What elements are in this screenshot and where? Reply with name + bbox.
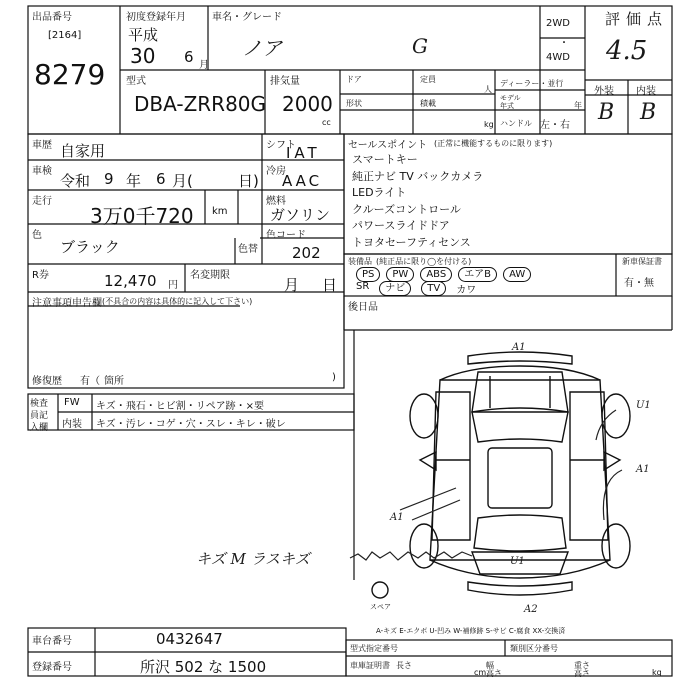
repair-label: 修復歴 bbox=[32, 376, 62, 387]
type-designation-label: 型式指定番号 bbox=[350, 644, 398, 653]
displacement-value: 2000 bbox=[282, 92, 333, 116]
plate-label: 登録番号 bbox=[32, 662, 72, 673]
equipment-note: (純正品に限り◯を付ける) bbox=[376, 257, 472, 266]
cert-day: 日 bbox=[322, 276, 338, 294]
cm-unit: cm bbox=[474, 668, 487, 677]
inspection-label: 車検 bbox=[32, 166, 52, 177]
registration-era: 平成 bbox=[128, 26, 159, 44]
registration-label: 初度登録年月 bbox=[126, 12, 186, 23]
sales-item: クルーズコントロール bbox=[352, 202, 461, 216]
width-label: 幅 bbox=[486, 661, 494, 670]
equip-aw: AW bbox=[503, 267, 531, 282]
chassis-label: 車台番号 bbox=[32, 636, 72, 647]
mileage-label: 走行 bbox=[32, 196, 52, 207]
equipment-row2 bbox=[356, 281, 612, 296]
sales-item: トヨタセーフティセンス bbox=[352, 235, 471, 249]
inspection-era: 令和 bbox=[60, 172, 91, 190]
garage-cert-label: 車庫証明書 bbox=[350, 661, 390, 670]
interior-text: キズ・汚レ・コゲ・穴・スレ・キレ・破レ bbox=[96, 419, 286, 430]
handle-value: 左・右 bbox=[540, 120, 570, 131]
equip-leather: カワ bbox=[456, 285, 477, 296]
car-label: 車名・グレード bbox=[212, 12, 282, 23]
displacement-unit: cc bbox=[322, 118, 331, 127]
warranty-value: 有・無 bbox=[624, 278, 654, 289]
mileage-unit: km bbox=[212, 206, 228, 217]
car-name: ノア bbox=[242, 36, 282, 60]
shift-value: IAT bbox=[286, 144, 321, 162]
sales-list bbox=[352, 152, 483, 251]
model-year-label: モデル年式 bbox=[500, 94, 521, 110]
exterior-score: B bbox=[598, 100, 615, 125]
damage-mark: A2 bbox=[524, 604, 538, 615]
length-label: 長さ bbox=[396, 661, 412, 670]
registration-month-unit: 月 bbox=[199, 60, 209, 71]
registration-year: 30 bbox=[130, 44, 156, 68]
spare-label: スペア bbox=[370, 603, 391, 611]
sales-item: スマートキー bbox=[352, 153, 418, 166]
inspector-label: 検査員記入欄 bbox=[30, 399, 49, 433]
displacement-label: 排気量 bbox=[270, 76, 300, 87]
damage-legend: A-キズ E-エクボ U-凹み W-補修跡 S-サビ C-腐食 XX-交換済 bbox=[376, 627, 566, 635]
equip-tv: TV bbox=[421, 281, 446, 296]
color-code: 202 bbox=[292, 244, 321, 262]
handwritten-note: キズ M ラスキズ bbox=[196, 550, 310, 568]
shape-label: 形状 bbox=[346, 99, 362, 108]
color-value: ブラック bbox=[60, 238, 120, 256]
color-change-label: 色替 bbox=[238, 244, 258, 255]
warranty-label: 新車保証書 bbox=[622, 257, 662, 266]
weight-label: 重さ bbox=[574, 661, 590, 670]
recycle-value: 12,470 bbox=[104, 272, 157, 290]
interior-score: B bbox=[640, 100, 657, 125]
repair-value: 有（ bbox=[80, 376, 100, 387]
notes-note: (不具合の内容は具体的に記入して下さい) bbox=[102, 297, 253, 306]
equip-sr: SR bbox=[356, 281, 370, 292]
sales-note: (正常に機能するものに限ります) bbox=[434, 139, 553, 148]
capacity-label: 定員 bbox=[420, 75, 436, 84]
damage-mark: A1 bbox=[636, 464, 650, 475]
fw-text: キズ・飛石・ヒビ割・リペア跡・×要 bbox=[96, 401, 264, 412]
kg-unit: kg bbox=[652, 668, 662, 677]
notes-label: 注意事項申告欄 bbox=[32, 298, 102, 309]
sales-item: LEDライト bbox=[352, 186, 407, 199]
damage-mark: U1 bbox=[636, 400, 651, 411]
sales-label: セールスポイント bbox=[348, 140, 428, 151]
equip-ps: PS bbox=[356, 267, 380, 282]
drive-4wd: 4WD bbox=[546, 52, 570, 63]
sales-item: パワースライドドア bbox=[352, 219, 450, 232]
cert-label: 名変期限 bbox=[190, 270, 230, 281]
damage-mark: A1 bbox=[390, 512, 404, 523]
capacity-unit: 人 bbox=[484, 85, 492, 94]
repair-close: 箇所 bbox=[104, 376, 124, 387]
score-label: 評価点 bbox=[605, 10, 669, 28]
drive-2wd: 2WD bbox=[546, 18, 570, 29]
rear-label: 後日品 bbox=[348, 302, 378, 313]
score-value: 4.5 bbox=[606, 36, 648, 66]
damage-mark: A1 bbox=[512, 342, 526, 353]
fuel-label: 燃料 bbox=[266, 196, 286, 207]
inspection-month-unit: 月( bbox=[172, 172, 193, 190]
inspection-month: 6 bbox=[156, 170, 166, 188]
recycle-label: R券 bbox=[32, 270, 49, 281]
equip-navi: ナビ bbox=[379, 281, 411, 296]
repair-bracket: ) bbox=[332, 372, 336, 383]
inspection-year-unit: 年 bbox=[126, 172, 142, 190]
inspection-day-unit: 日) bbox=[238, 172, 259, 190]
lot-label: 出品番号 bbox=[32, 12, 72, 23]
equip-abs: ABS bbox=[420, 267, 452, 282]
usage-label: 車歴 bbox=[32, 140, 52, 151]
ac-label: 冷房 bbox=[266, 166, 286, 177]
cert-month: 月 bbox=[284, 276, 300, 294]
car-grade: G bbox=[412, 34, 428, 58]
height-label-2: 高さ bbox=[574, 669, 590, 678]
class-label: 類別区分番号 bbox=[510, 644, 558, 653]
color-label: 色 bbox=[32, 230, 42, 241]
fuel-value: ガソリン bbox=[270, 206, 331, 224]
dealer-label: ディーラー・並行 bbox=[500, 79, 564, 88]
fw-label: FW bbox=[64, 397, 80, 408]
inspection-year: 9 bbox=[104, 170, 114, 188]
sales-item: 純正ナビ TV バックカメラ bbox=[352, 169, 484, 183]
interior-label: 内装 bbox=[636, 86, 656, 97]
equip-airbag: エアB bbox=[458, 267, 497, 282]
interior-label-row: 内装 bbox=[62, 419, 82, 430]
ac-value: AAC bbox=[282, 172, 323, 190]
recycle-unit: 円 bbox=[168, 280, 178, 291]
model-label: 型式 bbox=[126, 76, 146, 87]
equipment-label: 装備品 bbox=[348, 257, 372, 266]
shift-label: シフト bbox=[266, 140, 296, 151]
color-code-label: 色コード bbox=[266, 230, 306, 241]
damage-mark: U1 bbox=[510, 556, 525, 567]
chassis-value: 0432647 bbox=[156, 630, 223, 648]
lot-code: [2164] bbox=[48, 30, 82, 41]
plate-value: 所沢 502 な 1500 bbox=[140, 658, 267, 676]
lot-number: 8279 bbox=[34, 58, 106, 91]
registration-month: 6 bbox=[184, 48, 194, 66]
drive-dot: ・ bbox=[559, 38, 569, 49]
door-label: ドア bbox=[346, 75, 362, 84]
handle-label: ハンドル bbox=[500, 119, 532, 128]
load-unit: kg bbox=[484, 120, 494, 129]
model-value: DBA-ZRR80G bbox=[134, 92, 267, 116]
height-label: 高さ bbox=[486, 669, 502, 678]
equipment-row1 bbox=[356, 267, 612, 282]
usage-value: 自家用 bbox=[60, 142, 106, 160]
mileage-value: 3万0千720 bbox=[90, 204, 194, 228]
load-label: 積載 bbox=[420, 99, 436, 108]
model-year-unit: 年 bbox=[574, 101, 582, 110]
equip-pw: PW bbox=[386, 267, 414, 282]
exterior-label: 外装 bbox=[594, 86, 614, 97]
